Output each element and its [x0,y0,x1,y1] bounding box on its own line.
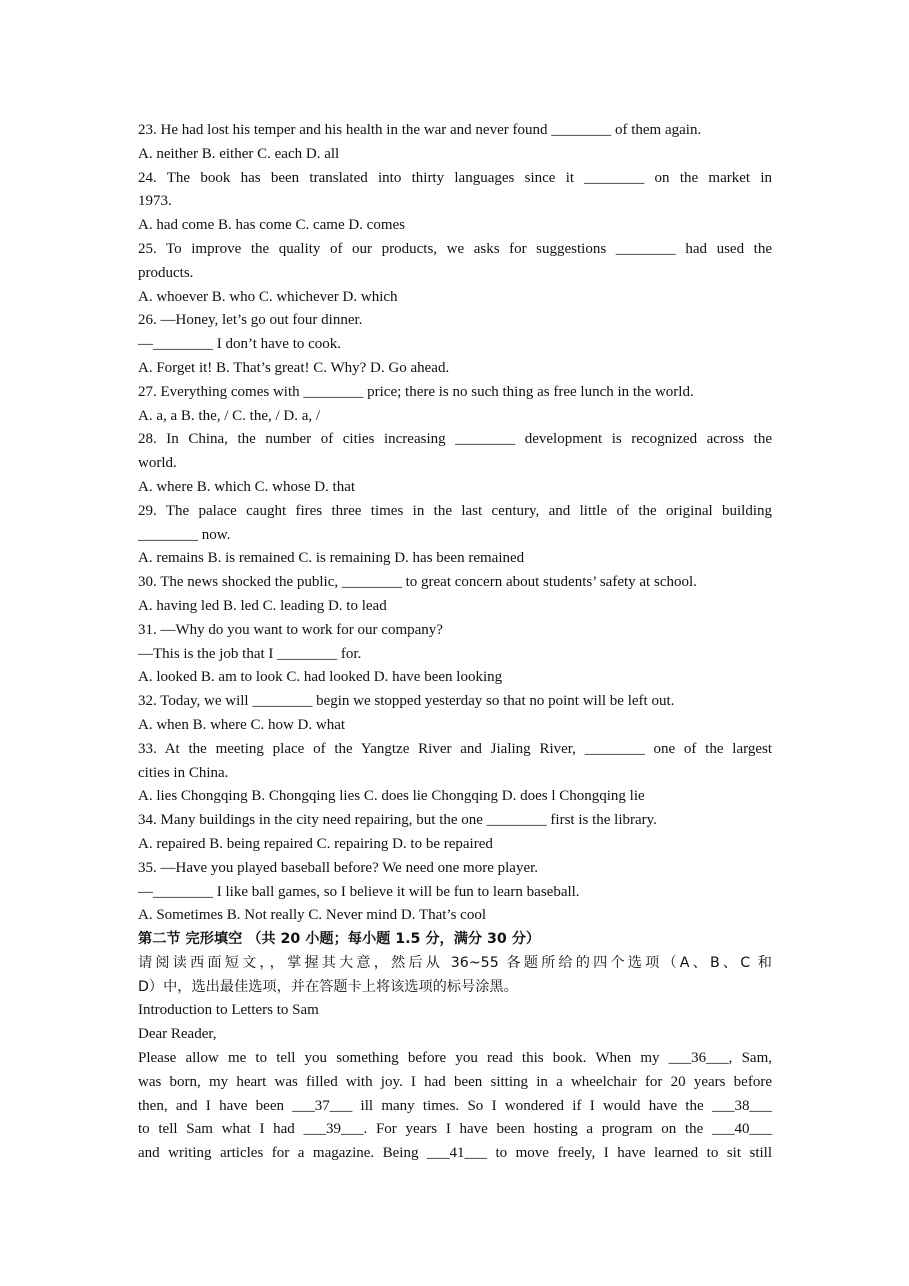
passage-line-5: and writing articles for a magazine. Being ___41___ to move freely, I have learned to sit still [138,1145,772,1162]
question-31: 31. —Why do you want to work for our company? [138,621,443,638]
passage-line-3: then, and I have been ___37___ ill many times. So I wondered if I would have the ___38___ [138,1097,772,1114]
passage-title: Introduction to Letters to Sam [138,1002,319,1019]
options-28: A. where B. which C. whose D. that [138,478,356,495]
question-26: 26. —Honey, let’s go out four dinner. [138,312,363,329]
question-35: 35. —Have you played baseball before? We need one more player. [138,859,539,876]
section-heading: 第二节 完形填空 （共 20 小题；每小题 1.5 分，满分 30 分） [138,931,541,948]
exam-page [138,119,772,1166]
passage-salutation: Dear Reader, [138,1026,217,1043]
passage-line-1: Please allow me to tell you something before you read this book. When my ___36___, Sam, [138,1050,772,1067]
question-28: 28. In China, the number of cities increasing ________ development is recognized across the [138,431,772,448]
options-24: A. had come B. has come C. came D. comes [138,217,406,234]
question-27: 27. Everything comes with ________ price; there is no such thing as free lunch in the world. [138,383,694,400]
question-33: 33. At the meeting place of the Yangtze River and Jialing River, ________ one of the largest [138,740,772,757]
question-24-cont: 1973. [138,193,172,210]
question-34: 34. Many buildings in the city need repairing, but the one ________ first is the library. [138,812,657,829]
question-29: 29. The palace caught fires three times in the last century, and little of the original building [138,502,772,519]
options-23: A. neither B. either C. each D. all [138,145,340,162]
question-25-cont: products. [138,264,194,281]
options-26: A. Forget it! B. That’s great! C. Why? D. Go ahead. [138,359,450,376]
section-instructions-cont: D）中，选出最佳选项，并在答题卡上将该选项的标号涂黑。 [138,978,518,995]
options-29: A. remains B. is remained C. is remaining D. has been remained [138,550,525,567]
options-34: A. repaired B. being repaired C. repairing D. to be repaired [138,835,493,852]
question-31-reply: —This is the job that I ________ for. [138,645,362,662]
options-35: A. Sometimes B. Not really C. Never mind D. That’s cool [138,907,487,924]
options-32: A. when B. where C. how D. what [138,716,346,733]
section-instructions: 请阅读西面短文，，掌握其大意，然后从 36~55 各题所给的四个选项（A、B、C 和 [138,954,772,971]
options-25: A. whoever B. who C. whichever D. which [138,288,398,305]
options-27: A. a, a B. the, / C. the, / D. a, / [138,407,321,424]
question-24: 24. The book has been translated into thirty languages since it ________ on the market in [138,169,772,186]
options-33: A. lies Chongqing B. Chongqing lies C. does lie Chongqing D. does l Chongqing lie [138,788,645,805]
question-28-cont: world. [138,455,177,472]
options-31: A. looked B. am to look C. had looked D. have been looking [138,669,503,686]
question-25: 25. To improve the quality of our products, we asks for suggestions ________ had used the [138,240,772,257]
question-30: 30. The news shocked the public, ________ to great concern about students’ safety at school. [138,574,697,591]
question-32: 32. Today, we will ________ begin we stopped yesterday so that no point will be left out. [138,693,675,710]
question-35-reply: —________ I like ball games, so I believe it will be fun to learn baseball. [138,883,580,900]
question-23: 23. He had lost his temper and his health in the war and never found ________ of them again. [138,122,702,138]
question-29-cont: ________ now. [138,526,231,543]
question-26-reply: —________ I don’t have to cook. [138,336,342,353]
options-30: A. having led B. led C. leading D. to lead [138,597,387,614]
passage-line-4: to tell Sam what I had ___39___. For years I have been hosting a program on the ___40___ [138,1121,772,1138]
passage-line-2: was born, my heart was filled with joy. I had been sitting in a wheelchair for 20 years before [138,1073,772,1090]
question-33-cont: cities in China. [138,764,229,781]
